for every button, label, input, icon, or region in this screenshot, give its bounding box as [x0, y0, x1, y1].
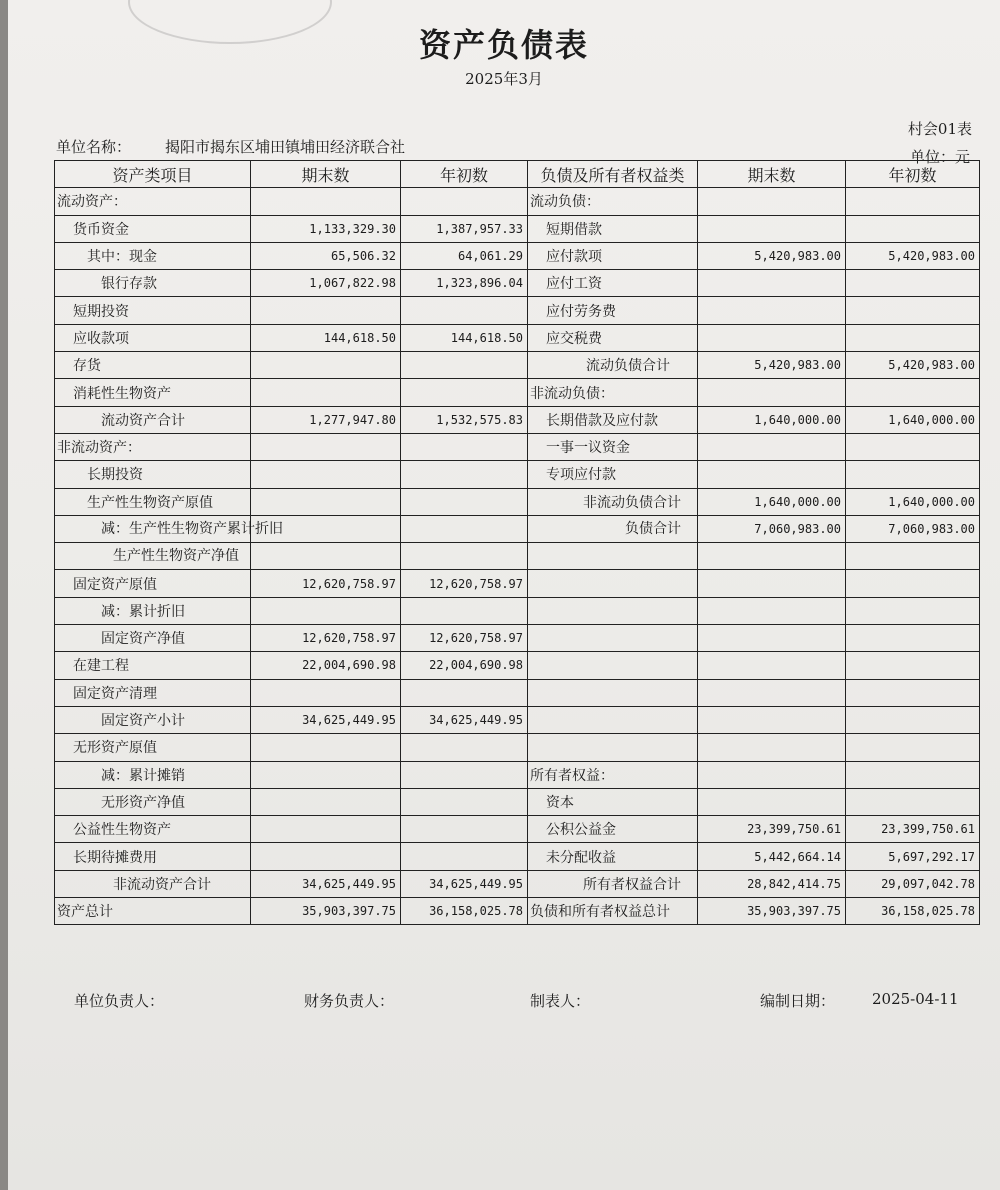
asset-begin-value: 34,625,449.95	[401, 870, 528, 897]
asset-begin-value: 144,618.50	[401, 324, 528, 351]
liability-begin-value	[846, 652, 980, 679]
liability-label	[528, 597, 698, 624]
asset-begin-value	[401, 488, 528, 515]
asset-label: 无形资产原值	[55, 734, 251, 761]
liability-end-value	[698, 324, 846, 351]
unit-name-line	[56, 136, 405, 157]
asset-begin-value: 12,620,758.97	[401, 570, 528, 597]
asset-begin-value	[401, 297, 528, 324]
date-value: 2025-04-11	[872, 990, 959, 1008]
liability-label: 未分配收益	[528, 843, 698, 870]
asset-label: 生产性生物资产净值	[55, 543, 251, 570]
liability-begin-value	[846, 543, 980, 570]
table-row	[55, 706, 980, 733]
asset-end-value: 1,277,947.80	[251, 406, 401, 433]
asset-label: 短期投资	[55, 297, 251, 324]
liability-label: 所有者权益：	[528, 761, 698, 788]
liability-label: 专项应付款	[528, 461, 698, 488]
liability-begin-value	[846, 379, 980, 406]
liability-label: 一事一议资金	[528, 433, 698, 460]
liability-begin-value	[846, 188, 980, 215]
asset-end-value	[251, 297, 401, 324]
asset-begin-value	[401, 843, 528, 870]
liability-label: 负债和所有者权益总计	[528, 898, 698, 925]
asset-label: 存货	[55, 352, 251, 379]
liability-begin-value: 23,399,750.61	[846, 816, 980, 843]
asset-begin-value	[401, 788, 528, 815]
preparer-label: 制表人：	[530, 992, 591, 1010]
header-asset-item: 资产类项目	[55, 161, 251, 188]
liability-end-value	[698, 652, 846, 679]
liability-begin-value	[846, 597, 980, 624]
asset-label: 其中：现金	[55, 242, 251, 269]
asset-begin-value	[401, 679, 528, 706]
liability-label: 应付劳务费	[528, 297, 698, 324]
header-liability-end: 期末数	[698, 161, 846, 188]
asset-begin-value	[401, 433, 528, 460]
liability-label	[528, 625, 698, 652]
table-row	[55, 215, 980, 242]
table-row	[55, 679, 980, 706]
liability-begin-value: 5,420,983.00	[846, 242, 980, 269]
asset-label: 应收款项	[55, 324, 251, 351]
table-row	[55, 461, 980, 488]
liability-begin-value: 5,420,983.00	[846, 352, 980, 379]
liability-label	[528, 706, 698, 733]
liability-begin-value	[846, 324, 980, 351]
table-row	[55, 597, 980, 624]
table-row	[55, 433, 980, 460]
liability-end-value	[698, 788, 846, 815]
table-row	[55, 297, 980, 324]
unit-name-label: 单位名称：	[56, 138, 132, 156]
liability-end-value: 1,640,000.00	[698, 488, 846, 515]
finance-head-label: 财务负责人：	[304, 992, 395, 1010]
table-row	[55, 543, 980, 570]
liability-begin-value: 7,060,983.00	[846, 515, 980, 542]
liability-begin-value	[846, 570, 980, 597]
asset-end-value	[251, 597, 401, 624]
asset-begin-value	[401, 515, 528, 542]
liability-begin-value	[846, 433, 980, 460]
unit-head-label: 单位负责人：	[74, 992, 165, 1010]
liability-end-value	[698, 270, 846, 297]
liability-begin-value	[846, 788, 980, 815]
asset-begin-value	[401, 352, 528, 379]
liability-label	[528, 679, 698, 706]
liability-label: 所有者权益合计	[528, 870, 698, 897]
liability-end-value	[698, 570, 846, 597]
liability-label: 流动负债合计	[528, 352, 698, 379]
liability-label: 短期借款	[528, 215, 698, 242]
table-row	[55, 652, 980, 679]
asset-begin-value: 1,532,575.83	[401, 406, 528, 433]
asset-end-value	[251, 433, 401, 460]
liability-begin-value	[846, 734, 980, 761]
liability-begin-value	[846, 270, 980, 297]
asset-end-value	[251, 679, 401, 706]
balance-sheet-table	[54, 160, 980, 925]
asset-begin-value: 36,158,025.78	[401, 898, 528, 925]
asset-begin-value: 64,061.29	[401, 242, 528, 269]
asset-label: 固定资产净值	[55, 625, 251, 652]
liability-begin-value: 5,697,292.17	[846, 843, 980, 870]
table-row	[55, 188, 980, 215]
asset-begin-value	[401, 461, 528, 488]
table-row	[55, 270, 980, 297]
liability-label: 资本	[528, 788, 698, 815]
liability-end-value: 1,640,000.00	[698, 406, 846, 433]
liability-begin-value: 1,640,000.00	[846, 406, 980, 433]
liability-end-value	[698, 597, 846, 624]
asset-label: 固定资产清理	[55, 679, 251, 706]
header-asset-begin: 年初数	[401, 161, 528, 188]
liability-begin-value	[846, 461, 980, 488]
liability-begin-value	[846, 761, 980, 788]
asset-end-value: 35,903,397.75	[251, 898, 401, 925]
page-title: 资产负债表	[418, 26, 589, 64]
liability-begin-value: 1,640,000.00	[846, 488, 980, 515]
liability-label	[528, 734, 698, 761]
liability-begin-value: 36,158,025.78	[846, 898, 980, 925]
asset-label: 货币资金	[55, 215, 251, 242]
asset-end-value	[251, 379, 401, 406]
liability-end-value	[698, 706, 846, 733]
asset-begin-value: 1,323,896.04	[401, 270, 528, 297]
liability-begin-value	[846, 215, 980, 242]
asset-end-value	[251, 352, 401, 379]
table-row	[55, 406, 980, 433]
asset-label: 公益性生物资产	[55, 816, 251, 843]
asset-end-value	[251, 461, 401, 488]
asset-label: 固定资产小计	[55, 706, 251, 733]
unit-name-value: 揭阳市揭东区埔田镇埔田经济联合社	[165, 138, 406, 156]
liability-end-value: 5,420,983.00	[698, 242, 846, 269]
asset-label: 固定资产原值	[55, 570, 251, 597]
date-label: 编制日期：	[760, 992, 836, 1010]
asset-label: 在建工程	[55, 652, 251, 679]
liability-end-value	[698, 461, 846, 488]
asset-begin-value	[401, 379, 528, 406]
header-asset-end: 期末数	[251, 161, 401, 188]
liability-end-value	[698, 188, 846, 215]
asset-label: 非流动资产合计	[55, 870, 251, 897]
liability-end-value	[698, 543, 846, 570]
document-page	[8, 0, 1000, 1190]
table-row	[55, 816, 980, 843]
table-row	[55, 570, 980, 597]
table-header-row	[55, 161, 980, 188]
liability-end-value: 7,060,983.00	[698, 515, 846, 542]
liability-label: 流动负债：	[528, 188, 698, 215]
asset-begin-value	[401, 734, 528, 761]
asset-begin-value: 1,387,957.33	[401, 215, 528, 242]
asset-label: 减：生产性生物资产累计折旧	[55, 515, 251, 542]
asset-begin-value	[401, 543, 528, 570]
asset-end-value: 34,625,449.95	[251, 706, 401, 733]
table-row	[55, 870, 980, 897]
table-row	[55, 324, 980, 351]
asset-end-value	[251, 761, 401, 788]
liability-begin-value	[846, 706, 980, 733]
asset-label: 流动资产：	[55, 188, 251, 215]
liability-end-value: 5,420,983.00	[698, 352, 846, 379]
header-liability-item: 负债及所有者权益类	[528, 161, 698, 188]
liability-end-value	[698, 433, 846, 460]
liability-begin-value	[846, 297, 980, 324]
header-liability-begin: 年初数	[846, 161, 980, 188]
asset-label: 长期投资	[55, 461, 251, 488]
asset-begin-value	[401, 597, 528, 624]
asset-end-value: 12,620,758.97	[251, 570, 401, 597]
liability-end-value	[698, 215, 846, 242]
asset-end-value: 12,620,758.97	[251, 625, 401, 652]
liability-label: 负债合计	[528, 515, 698, 542]
asset-end-value: 65,506.32	[251, 242, 401, 269]
liability-label: 非流动负债：	[528, 379, 698, 406]
table-row	[55, 843, 980, 870]
asset-label: 长期待摊费用	[55, 843, 251, 870]
asset-begin-value: 22,004,690.98	[401, 652, 528, 679]
asset-begin-value: 12,620,758.97	[401, 625, 528, 652]
table-row	[55, 379, 980, 406]
liability-end-value: 28,842,414.75	[698, 870, 846, 897]
asset-end-value: 1,133,329.30	[251, 215, 401, 242]
table-row	[55, 761, 980, 788]
liability-begin-value: 29,097,042.78	[846, 870, 980, 897]
asset-end-value	[251, 843, 401, 870]
liability-label	[528, 570, 698, 597]
asset-label: 银行存款	[55, 270, 251, 297]
asset-end-value	[251, 734, 401, 761]
liability-end-value	[698, 679, 846, 706]
asset-begin-value	[401, 188, 528, 215]
asset-end-value: 22,004,690.98	[251, 652, 401, 679]
form-number: 村会01表	[907, 120, 972, 138]
asset-label: 资产总计	[55, 898, 251, 925]
table-row	[55, 242, 980, 269]
liability-end-value: 35,903,397.75	[698, 898, 846, 925]
currency-unit: 单位：元	[909, 148, 970, 166]
asset-label: 流动资产合计	[55, 406, 251, 433]
liability-end-value: 5,442,664.14	[698, 843, 846, 870]
liability-begin-value	[846, 679, 980, 706]
table-row	[55, 352, 980, 379]
report-period: 2025年3月	[465, 70, 543, 88]
asset-label: 减：累计折旧	[55, 597, 251, 624]
asset-end-value	[251, 488, 401, 515]
asset-end-value	[251, 188, 401, 215]
asset-begin-value: 34,625,449.95	[401, 706, 528, 733]
liability-end-value	[698, 625, 846, 652]
asset-label: 生产性生物资产原值	[55, 488, 251, 515]
table-row-total	[55, 898, 980, 925]
liability-label: 应付工资	[528, 270, 698, 297]
asset-end-value	[251, 788, 401, 815]
liability-end-value	[698, 297, 846, 324]
liability-label: 应付款项	[528, 242, 698, 269]
asset-end-value: 144,618.50	[251, 324, 401, 351]
asset-label: 无形资产净值	[55, 788, 251, 815]
asset-label: 非流动资产：	[55, 433, 251, 460]
signature-footer	[8, 990, 1000, 1020]
liability-label	[528, 652, 698, 679]
table-row	[55, 488, 980, 515]
table-row	[55, 788, 980, 815]
liability-end-value	[698, 761, 846, 788]
liability-label: 非流动负债合计	[528, 488, 698, 515]
asset-end-value	[251, 543, 401, 570]
asset-begin-value	[401, 761, 528, 788]
liability-label: 公积公益金	[528, 816, 698, 843]
asset-label: 减：累计摊销	[55, 761, 251, 788]
liability-label: 长期借款及应付款	[528, 406, 698, 433]
liability-end-value: 23,399,750.61	[698, 816, 846, 843]
table-row	[55, 625, 980, 652]
table-row	[55, 515, 980, 542]
liability-begin-value	[846, 625, 980, 652]
liability-end-value	[698, 734, 846, 761]
asset-end-value	[251, 816, 401, 843]
asset-begin-value	[401, 816, 528, 843]
asset-end-value: 34,625,449.95	[251, 870, 401, 897]
liability-label	[528, 543, 698, 570]
table-row	[55, 734, 980, 761]
liability-end-value	[698, 379, 846, 406]
asset-label: 消耗性生物资产	[55, 379, 251, 406]
liability-label: 应交税费	[528, 324, 698, 351]
asset-end-value: 1,067,822.98	[251, 270, 401, 297]
